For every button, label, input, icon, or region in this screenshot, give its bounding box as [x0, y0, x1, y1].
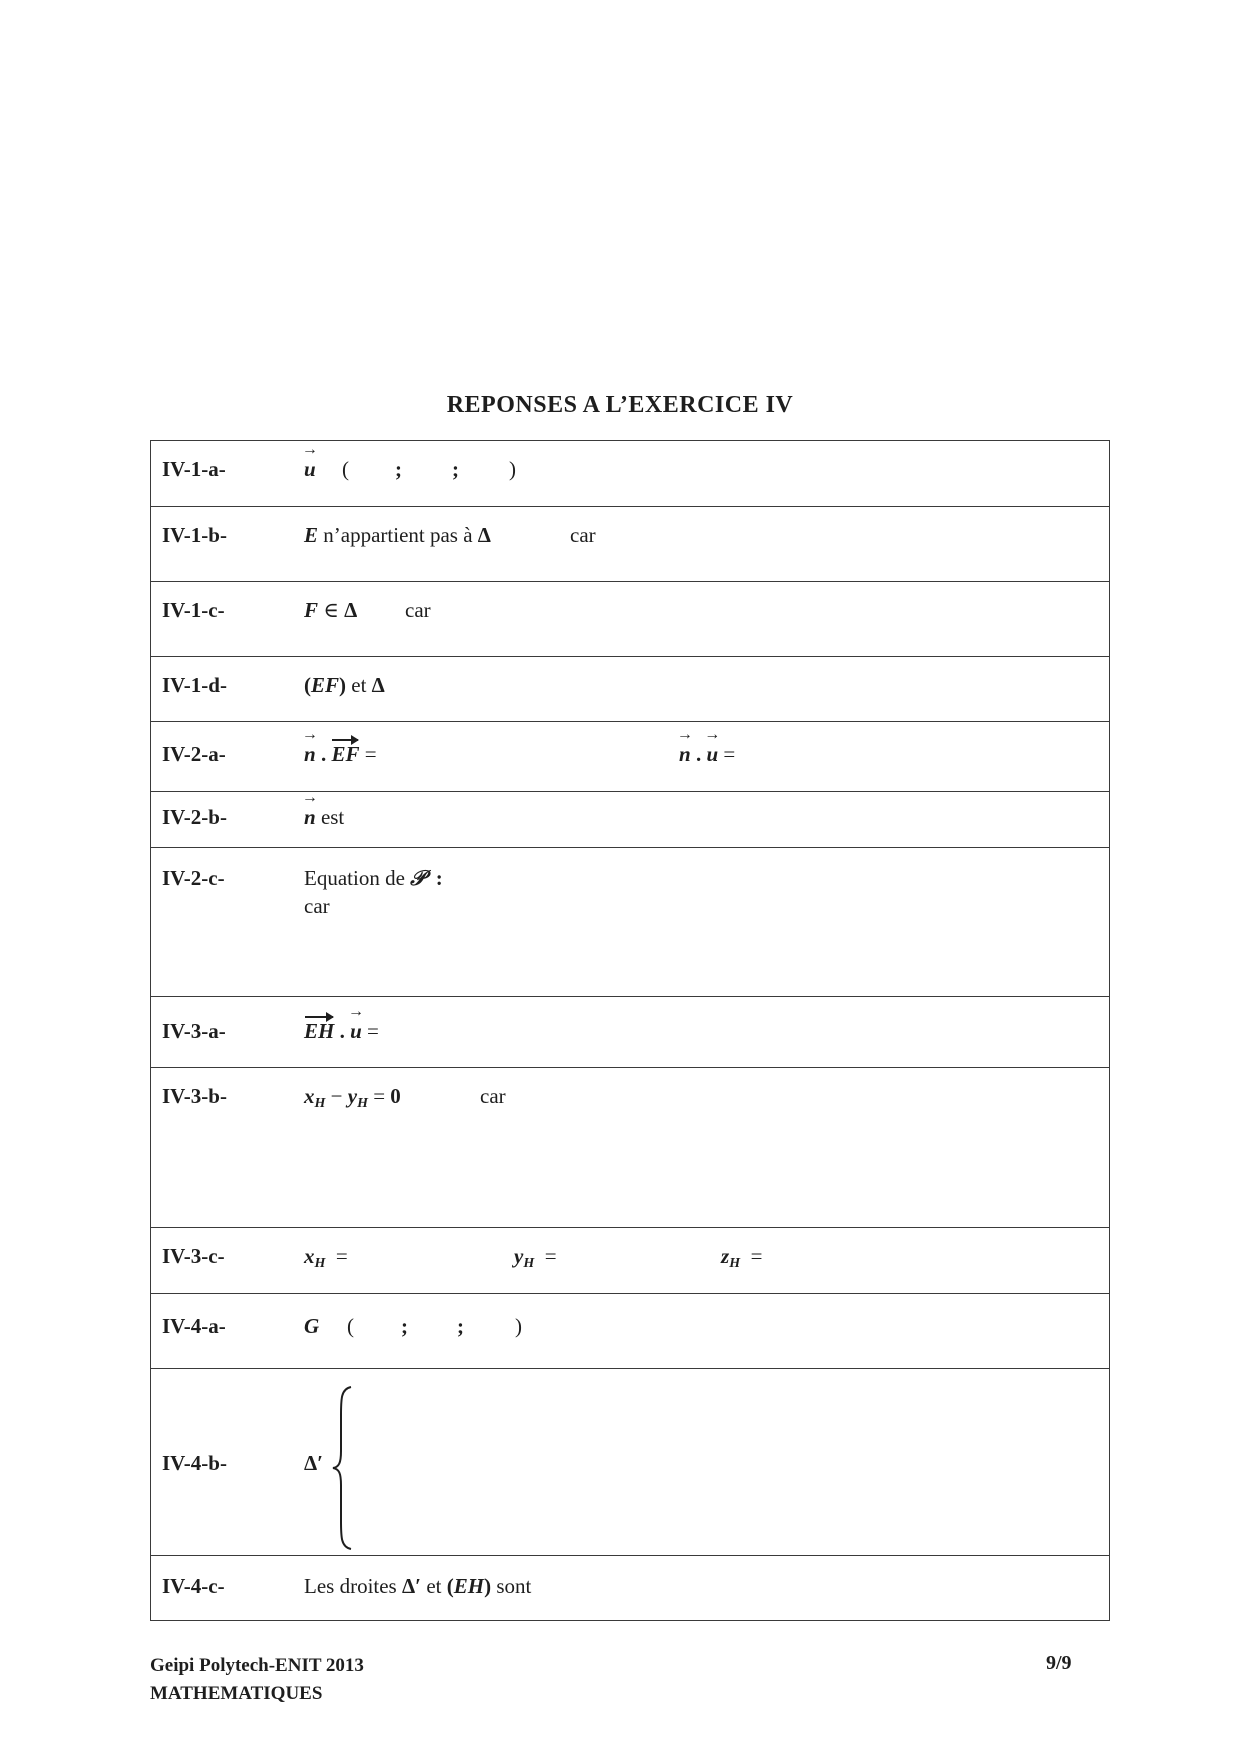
question-id: IV-4-a-: [162, 1314, 226, 1338]
page-title: REPONSES A L’EXERCICE IV: [446, 392, 794, 418]
est-text: est: [320, 805, 345, 829]
vector-u: → u: [304, 457, 316, 482]
equation-xH-yH: $x_H - y_H = 0$: [304, 1084, 401, 1111]
line-delta: Δ: [477, 523, 491, 547]
question-id: IV-3-b-: [162, 1084, 227, 1108]
coordinate-xH: $x_H$ =: [304, 1244, 348, 1271]
open-paren: (: [342, 457, 349, 481]
statement-text: n’appartient pas à: [323, 523, 473, 547]
car-label: car: [570, 523, 596, 547]
question-id: IV-2-a-: [162, 742, 226, 766]
table-row: [151, 657, 1110, 722]
table-row: [151, 792, 1110, 848]
separator: ;: [401, 1314, 408, 1338]
question-id: IV-3-c-: [162, 1244, 225, 1268]
line-EF: EF: [311, 673, 340, 697]
question-id: IV-1-d-: [162, 673, 227, 697]
question-id: IV-1-c-: [162, 598, 225, 622]
table-row: [151, 722, 1110, 792]
plane-equation-label: Equation de 𝒫 :: [304, 866, 443, 890]
plane-P: 𝒫: [410, 866, 426, 890]
answer-text: [304, 523, 491, 548]
car-label: car: [405, 598, 431, 622]
question-id: IV-1-b-: [162, 523, 227, 547]
coordinate-zH: $z_H$ =: [721, 1244, 763, 1271]
close-paren: ): [515, 1314, 522, 1338]
open-paren: (: [347, 1314, 354, 1338]
answer-text: (EF) et Δ: [304, 673, 385, 697]
line-delta-prime: Δ′: [304, 1451, 324, 1475]
table-row: [151, 582, 1110, 657]
footer-subject: MATHEMATIQUES: [150, 1683, 323, 1704]
dot-product-n-u: → n . → u =: [679, 742, 735, 767]
et-text: et: [351, 673, 367, 697]
dot-product-EH-u: EH . → u =: [304, 1019, 379, 1044]
line-delta: Δ: [371, 673, 385, 697]
question-id: IV-1-a-: [162, 457, 226, 481]
car-label: car: [304, 894, 330, 918]
table-row: [151, 848, 1110, 997]
answer-text: [304, 805, 344, 830]
page-number: 9/9: [1046, 1652, 1072, 1674]
car-label: car: [480, 1084, 506, 1108]
point-F: F: [304, 598, 319, 622]
point-E: E: [304, 523, 319, 547]
separator: ;: [457, 1314, 464, 1338]
table-row: [151, 997, 1110, 1068]
footer-info: [150, 1652, 364, 1708]
question-id: IV-2-c-: [162, 866, 225, 890]
table-row: [151, 1228, 1110, 1294]
question-id: IV-3-a-: [162, 1019, 226, 1043]
separator: ;: [395, 457, 402, 481]
vector-n: → n: [304, 805, 316, 830]
table-row: [151, 507, 1110, 582]
separator: ;: [452, 457, 459, 481]
line-delta: Δ: [344, 598, 358, 622]
table-row: [151, 1068, 1110, 1228]
coordinate-yH: $y_H$ =: [514, 1244, 557, 1271]
answer-text: Les droites Δ′ et (EH) sont: [304, 1574, 532, 1598]
answer-table: [150, 440, 1110, 1621]
answer-text: [304, 598, 357, 623]
table-row: [151, 1556, 1110, 1621]
footer-exam-name: Geipi Polytech-ENIT 2013: [150, 1655, 364, 1676]
question-id: IV-4-c-: [162, 1574, 225, 1598]
question-id: IV-2-b-: [162, 805, 227, 829]
table-row: [151, 1294, 1110, 1369]
table-row: [151, 441, 1110, 507]
dot-product-n-EF: → n . EF =: [304, 742, 377, 767]
element-of-symbol: ∈: [323, 598, 339, 622]
point-G: G: [304, 1314, 320, 1338]
close-paren: ): [509, 457, 516, 481]
table-row: [151, 1369, 1110, 1556]
question-id: IV-4-b-: [162, 1451, 227, 1475]
left-brace-icon: [331, 1385, 355, 1551]
